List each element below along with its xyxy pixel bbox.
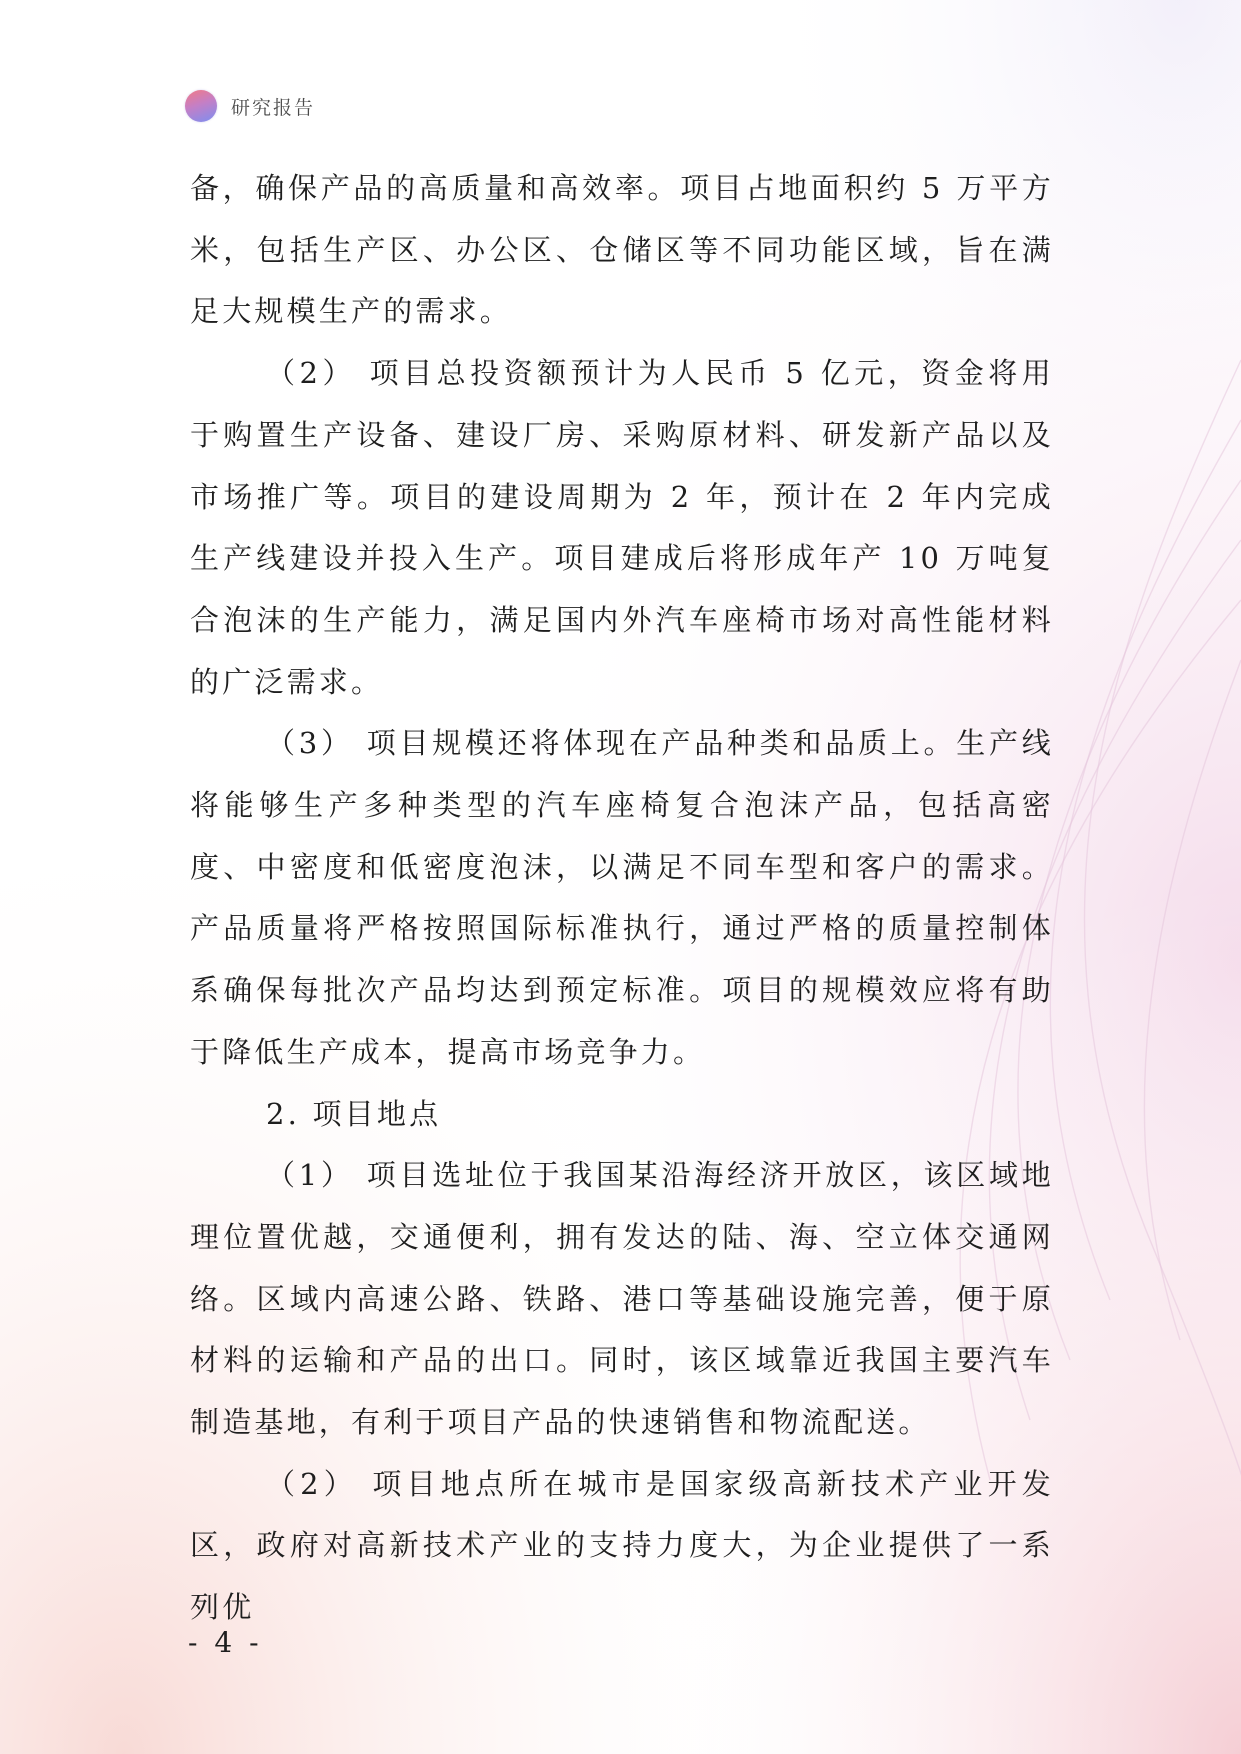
paragraph-city-policy: （2） 项目地点所在城市是国家级高新技术产业开发区，政府对高新技术产业的支持力度大，为企业提供了一系列优 bbox=[190, 1466, 1054, 1625]
logo-icon bbox=[185, 90, 217, 122]
section-heading-location: 2. 项目地点 bbox=[266, 1096, 442, 1131]
paragraph-site-selection: （1） 项目选址位于我国某沿海经济开放区，该区域地理位置优越，交通便利，拥有发达的陆、海、空立体交通网络。区域内高速公路、铁路、港口等基础设施完善，便于原材料的运输和产品的出口。同时，该区域靠近我国主要汽车制造基地，有利于项目产品的快速销售和物流配送。 bbox=[190, 1158, 1054, 1440]
header-title: 研究报告 bbox=[231, 96, 316, 119]
page-number: - 4 - bbox=[188, 1626, 263, 1659]
paragraph-product-scale: （3） 项目规模还将体现在产品种类和品质上。生产线将能够生产多种类型的汽车座椅复合泡沫产品，包括高密度、中密度和低密度泡沫，以满足不同车型和客户的需求。产品质量将严格按照国际标准执行，通过严格的质量控制体系确保每批次产品均达到预定标准。项目的规模效应将有助于降低生产成本，提高市场竞争力。 bbox=[190, 726, 1054, 1069]
paragraph-investment: （2） 项目总投资额预计为人民币 5 亿元，资金将用于购置生产设备、建设厂房、采购原材料、研发新产品以及市场推广等。项目的建设周期为 2 年，预计在 2 年内完成生产线建设并投入生产。项目建成后将形成年产 10 万吨复合泡沫的生产能力，满足国内外汽车座椅市场对高性能材料的广泛需求。 bbox=[190, 356, 1054, 699]
body-text bbox=[190, 158, 1054, 1639]
report-header bbox=[185, 88, 315, 124]
paragraph-continuation: 备，确保产品的高质量和高效率。项目占地面积约 5 万平方米，包括生产区、办公区、仓储区等不同功能区域，旨在满足大规模生产的需求。 bbox=[190, 171, 1054, 329]
